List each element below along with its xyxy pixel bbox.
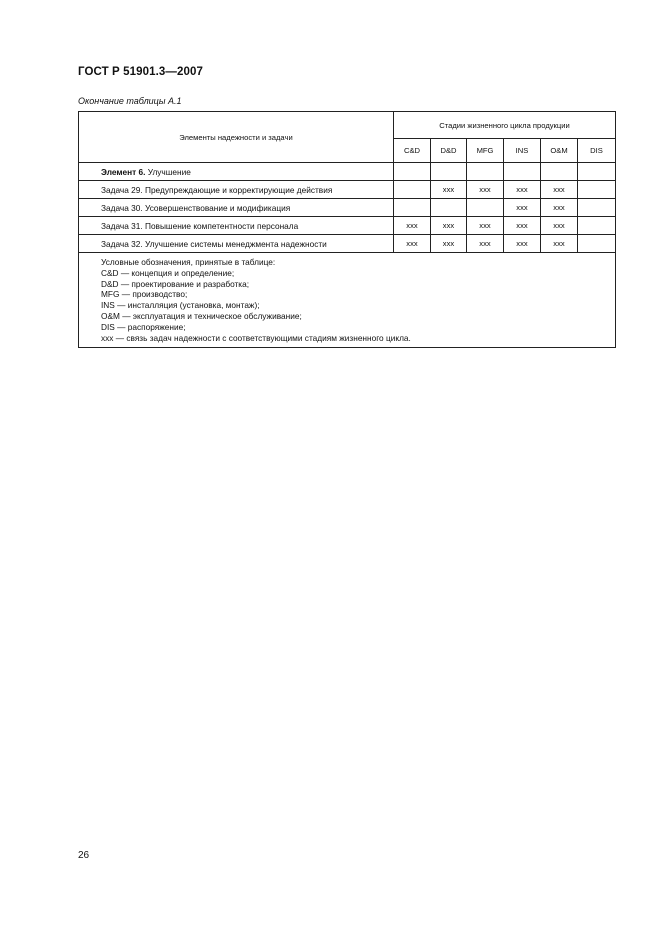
stage-header-cd: C&D	[394, 139, 431, 163]
column-header-elements: Элементы надежности и задачи	[79, 112, 394, 163]
legend-item-dd: D&D — проектирование и разработка;	[101, 278, 250, 289]
task-mark-cell: xxx	[431, 235, 467, 253]
task-mark-cell: xxx	[467, 217, 504, 235]
table-legend	[79, 253, 616, 348]
task-mark-cell	[578, 199, 616, 217]
page-number: 26	[78, 850, 90, 861]
task-mark-cell: xxx	[504, 181, 541, 199]
element-row	[79, 163, 616, 181]
stage-header-ins: INS	[504, 139, 541, 163]
task-mark-cell	[431, 199, 467, 217]
stage-header-dis: DIS	[578, 139, 616, 163]
task-mark-cell: xxx	[504, 235, 541, 253]
legend-item-cd: C&D — концепция и определение;	[101, 267, 235, 278]
legend-row	[79, 253, 616, 348]
table-row	[79, 235, 616, 253]
lifecycle-tasks-table	[78, 111, 616, 348]
task-mark-cell: xxx	[431, 181, 467, 199]
task-label: Задача 31. Повышение компетентности персонала	[79, 217, 394, 235]
task-mark-cell	[578, 235, 616, 253]
task-mark-cell: xxx	[394, 217, 431, 235]
task-mark-cell: xxx	[541, 181, 578, 199]
legend-item-om: O&M — эксплуатация и техническое обслуживание;	[101, 310, 302, 321]
task-mark-cell: xxx	[431, 217, 467, 235]
task-mark-cell: xxx	[504, 199, 541, 217]
element-cell	[541, 163, 578, 181]
task-mark-cell	[394, 199, 431, 217]
stage-header-om: O&M	[541, 139, 578, 163]
table-row	[79, 199, 616, 217]
element-title: Улучшение	[145, 166, 191, 177]
element-cell	[578, 163, 616, 181]
legend-item-xxx: xxx — связь задач надежности с соответствующими стадиям жизненного цикла.	[101, 332, 411, 343]
task-mark-cell: xxx	[541, 199, 578, 217]
legend-heading: Условные обозначения, принятые в таблице:	[101, 257, 276, 267]
legend-item-mfg: MFG — производство;	[101, 289, 188, 300]
element-cell	[394, 163, 431, 181]
task-mark-cell	[578, 181, 616, 199]
task-mark-cell	[394, 181, 431, 199]
task-label: Задача 32. Улучшение системы менеджмента надежности	[79, 235, 394, 253]
task-mark-cell	[578, 217, 616, 235]
document-standard-number: ГОСТ Р 51901.3—2007	[78, 66, 203, 78]
stage-header-mfg: MFG	[467, 139, 504, 163]
table-row	[79, 217, 616, 235]
legend-item-ins: INS — инсталляция (установка, монтаж);	[101, 300, 260, 311]
task-mark-cell: xxx	[467, 181, 504, 199]
column-header-lifecycle-stages: Стадии жизненного цикла продукции	[394, 112, 616, 139]
task-mark-cell	[467, 199, 504, 217]
task-label: Задача 29. Предупреждающие и корректирующие действия	[79, 181, 394, 199]
element-cell	[504, 163, 541, 181]
task-mark-cell: xxx	[541, 217, 578, 235]
task-mark-cell: xxx	[467, 235, 504, 253]
table-caption: Окончание таблицы А.1	[78, 96, 182, 106]
stage-header-dd: D&D	[431, 139, 467, 163]
task-mark-cell: xxx	[504, 217, 541, 235]
table-row	[79, 181, 616, 199]
task-label: Задача 30. Усовершенствование и модификация	[79, 199, 394, 217]
legend-item-dis: DIS — распоряжение;	[101, 321, 186, 332]
task-mark-cell: xxx	[394, 235, 431, 253]
element-cell	[431, 163, 467, 181]
element-number: Элемент 6.	[101, 166, 146, 177]
task-mark-cell: xxx	[541, 235, 578, 253]
element-cell	[467, 163, 504, 181]
element-label	[79, 163, 394, 181]
